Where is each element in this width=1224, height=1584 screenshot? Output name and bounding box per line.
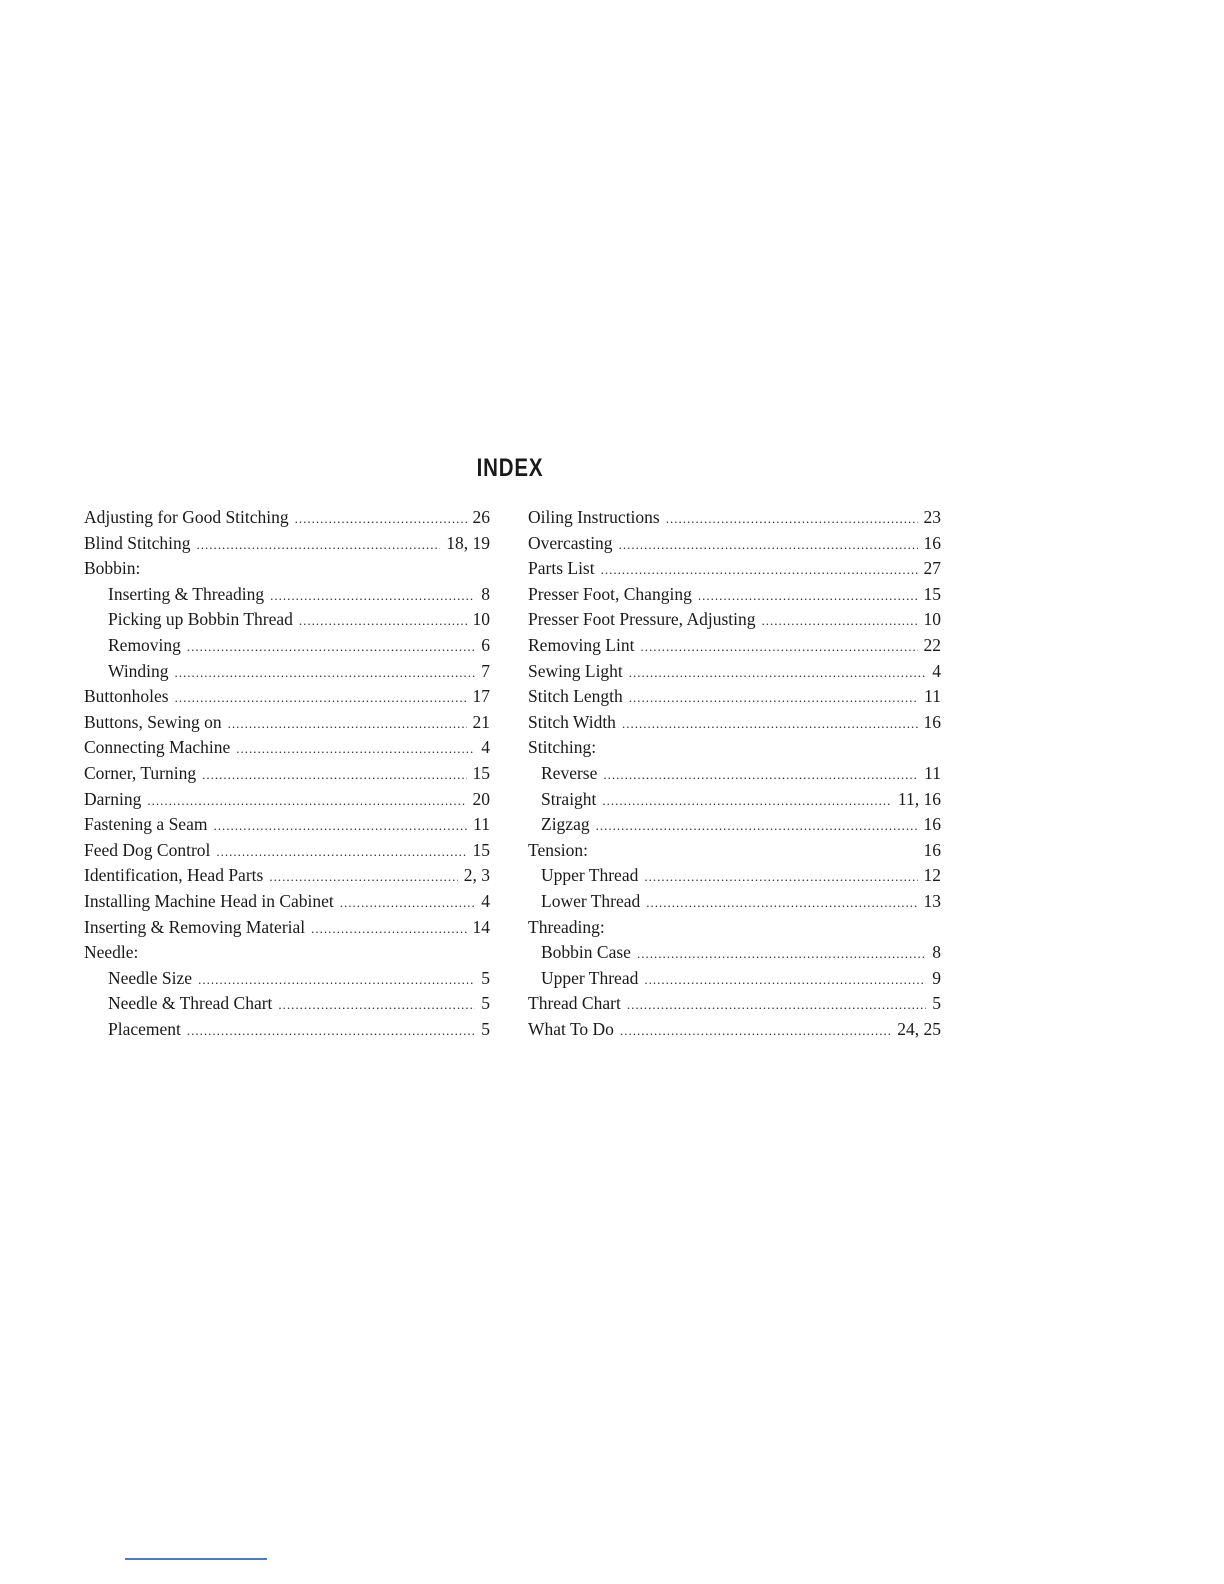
index-entry: [528, 940, 941, 966]
index-entry-page: 22: [923, 634, 941, 655]
index-entry: [84, 659, 490, 685]
index-entry-page: 24, 25: [897, 1018, 941, 1039]
index-entry-label: Blind Stitching: [84, 532, 191, 553]
index-entry-label: Upper Thread: [541, 967, 639, 988]
index-entry: [84, 787, 490, 813]
dot-leader: [295, 506, 467, 532]
index-entry: [528, 556, 941, 582]
index-entry-label: Connecting Machine: [84, 737, 231, 758]
index-entry: [528, 582, 941, 608]
index-entry-page: 10: [472, 609, 490, 630]
index-entry-label: Bobbin:: [84, 558, 141, 579]
dot-leader: [646, 890, 917, 916]
index-entry-page: 18, 19: [446, 532, 490, 553]
dot-leader: [640, 634, 917, 660]
index-entry-label: Upper Thread: [541, 865, 639, 886]
index-entry-page: 27: [923, 558, 941, 579]
index-entry-page: 8: [481, 583, 490, 604]
index-entry-page: 8: [932, 942, 941, 963]
index-entry: [84, 531, 490, 557]
index-entry: [84, 710, 490, 736]
index-entry-label: Bobbin Case: [541, 942, 631, 963]
index-entry: [528, 684, 941, 710]
index-entry-page: 9: [932, 967, 941, 988]
dot-leader: [666, 506, 918, 532]
index-entry-label: Placement: [108, 1018, 181, 1039]
index-entry-label: Sewing Light: [528, 660, 623, 681]
index-entry: [84, 838, 490, 864]
dot-leader: [627, 992, 926, 1018]
index-entry: [528, 812, 941, 838]
index-entry-page: 23: [923, 507, 941, 527]
index-entry-label: Needle & Thread Chart: [108, 993, 273, 1014]
index-entry-label: Adjusting for Good Stitching: [84, 507, 289, 527]
index-entry-page: 16: [923, 839, 941, 860]
index-entry-label: Inserting & Threading: [108, 583, 265, 604]
index-entry-label: Inserting & Removing Material: [84, 916, 306, 937]
dot-leader: [175, 685, 467, 711]
index-entry-label: Stitch Width: [528, 711, 616, 732]
dot-leader: [644, 967, 926, 993]
index-entry-page: 20: [472, 788, 490, 809]
index-entry-label: What To Do: [528, 1018, 614, 1039]
index-entry-page: 15: [472, 762, 490, 783]
index-entry-label: Darning: [84, 788, 142, 809]
index-entry-page: 11, 16: [897, 788, 941, 809]
index-entry-page: 5: [481, 967, 490, 988]
index-entry-page: 11: [473, 814, 490, 835]
index-entry-label: Presser Foot, Changing: [528, 583, 692, 604]
dot-leader: [637, 941, 926, 967]
dot-leader: [620, 1018, 891, 1044]
index-entry: [528, 1017, 941, 1043]
index-entry-label: Thread Chart: [528, 993, 621, 1014]
index-entry: [84, 761, 490, 787]
index-entry-label: Winding: [108, 660, 169, 681]
index-entry-label: Identification, Head Parts: [84, 865, 264, 886]
dot-leader: [196, 532, 440, 558]
index-entry-page: 10: [923, 609, 941, 630]
index-entry-label: Stitching:: [528, 737, 597, 758]
index-entry-page: 12: [923, 865, 941, 886]
index-left-column: [84, 505, 490, 1042]
index-entry-label: Removing Lint: [528, 634, 635, 655]
index-right-column: [528, 505, 941, 1042]
index-entry-label: Feed Dog Control: [84, 839, 211, 860]
index-entry: [84, 582, 490, 608]
index-entry: [528, 761, 941, 787]
index-entry-label: Needle Size: [108, 967, 193, 988]
dot-leader: [202, 762, 466, 788]
index-entry-label: Removing: [108, 634, 181, 655]
index-entry-label: Fastening a Seam: [84, 814, 208, 835]
index-entry-label: Buttons, Sewing on: [84, 711, 222, 732]
index-entry-label: Picking up Bobbin Thread: [108, 609, 293, 630]
dot-leader: [270, 583, 475, 609]
index-entry: [528, 889, 941, 915]
index-entry-label: Parts List: [528, 558, 595, 579]
dot-leader: [228, 711, 467, 737]
dot-leader: [698, 583, 918, 609]
index-entry-label: Corner, Turning: [84, 762, 197, 783]
index-entry: [528, 633, 941, 659]
index-entry: [528, 966, 941, 992]
dot-leader: [596, 813, 918, 839]
index-entry-page: 17: [472, 686, 490, 707]
index-entry: [528, 838, 941, 864]
index-entry: [528, 505, 941, 531]
index-entry-page: 16: [923, 814, 941, 835]
index-entry-label: Buttonholes: [84, 686, 169, 707]
index-entry-page: 6: [481, 634, 490, 655]
index-entry: [528, 787, 941, 813]
index-entry-label: Zigzag: [541, 814, 590, 835]
index-entry-page: 16: [923, 711, 941, 732]
dot-leader: [216, 839, 466, 865]
dot-leader: [340, 890, 475, 916]
index-entry-label: Straight: [541, 788, 597, 809]
index-entry-page: 13: [923, 890, 941, 911]
dot-leader: [213, 813, 467, 839]
index-entry-page: 15: [472, 839, 490, 860]
index-entry: [84, 633, 490, 659]
index-entry: [528, 915, 941, 941]
dot-leader: [619, 532, 918, 558]
dot-leader: [603, 762, 918, 788]
index-entry-page: 26: [472, 507, 490, 527]
index-entry-page: 14: [472, 916, 490, 937]
dot-leader: [629, 685, 918, 711]
index-entry: [528, 863, 941, 889]
index-entry-page: 11: [924, 762, 941, 783]
index-entry: [84, 505, 490, 531]
index-entry: [84, 812, 490, 838]
index-entry-label: Stitch Length: [528, 686, 623, 707]
index-entry-page: 21: [472, 711, 490, 732]
index-entry: [84, 966, 490, 992]
dot-leader: [187, 1018, 475, 1044]
dot-leader: [762, 608, 918, 634]
footer-rule: [125, 1558, 267, 1560]
dot-leader: [236, 736, 475, 762]
index-entry-page: 16: [923, 532, 941, 553]
dot-leader: [269, 864, 457, 890]
index-entry: [84, 1017, 490, 1043]
dot-leader: [198, 967, 475, 993]
index-entry-page: 11: [924, 686, 941, 707]
index-entry: [84, 889, 490, 915]
index-entry-label: Threading:: [528, 916, 605, 937]
dot-leader: [147, 788, 466, 814]
index-entry: [528, 735, 941, 761]
dot-leader: [629, 660, 926, 686]
dot-leader: [602, 788, 891, 814]
index-entry-page: 7: [481, 660, 490, 681]
dot-leader: [601, 557, 918, 583]
index-entry-page: 4: [481, 890, 490, 911]
dot-leader: [622, 711, 918, 737]
index-entry-label: Overcasting: [528, 532, 613, 553]
index-entry-page: 4: [932, 660, 941, 681]
index-entry-page: 4: [481, 737, 490, 758]
index-entry-page: 2, 3: [463, 865, 490, 886]
index-entry: [528, 659, 941, 685]
index-entry-label: Presser Foot Pressure, Adjusting: [528, 609, 756, 630]
index-entry-page: 5: [481, 993, 490, 1014]
index-entry: [528, 531, 941, 557]
index-entry-label: Installing Machine Head in Cabinet: [84, 890, 334, 911]
index-entry-label: Reverse: [541, 762, 598, 783]
index-title: INDEX: [476, 454, 544, 482]
index-entry-label: Tension:: [528, 839, 589, 860]
dot-leader: [187, 634, 475, 660]
index-entry: [528, 991, 941, 1017]
dot-leader: [175, 660, 476, 686]
index-entry: [528, 607, 941, 633]
dot-leader: [299, 608, 467, 634]
dot-leader: [311, 916, 466, 942]
index-entry-page: 5: [481, 1018, 490, 1039]
index-entry: [84, 940, 490, 966]
index-entry-label: Oiling Instructions: [528, 507, 660, 527]
index-entry: [84, 735, 490, 761]
index-entry: [84, 991, 490, 1017]
index-entry: [84, 684, 490, 710]
index-entry: [84, 556, 490, 582]
index-entry-label: Lower Thread: [541, 890, 641, 911]
index-entry: [84, 863, 490, 889]
index-entry-page: 5: [932, 993, 941, 1014]
index-entry: [528, 710, 941, 736]
index-entry-page: 15: [923, 583, 941, 604]
index-entry: [84, 915, 490, 941]
dot-leader: [644, 864, 917, 890]
dot-leader: [278, 992, 475, 1018]
index-entry: [84, 607, 490, 633]
index-entry-label: Needle:: [84, 942, 139, 963]
